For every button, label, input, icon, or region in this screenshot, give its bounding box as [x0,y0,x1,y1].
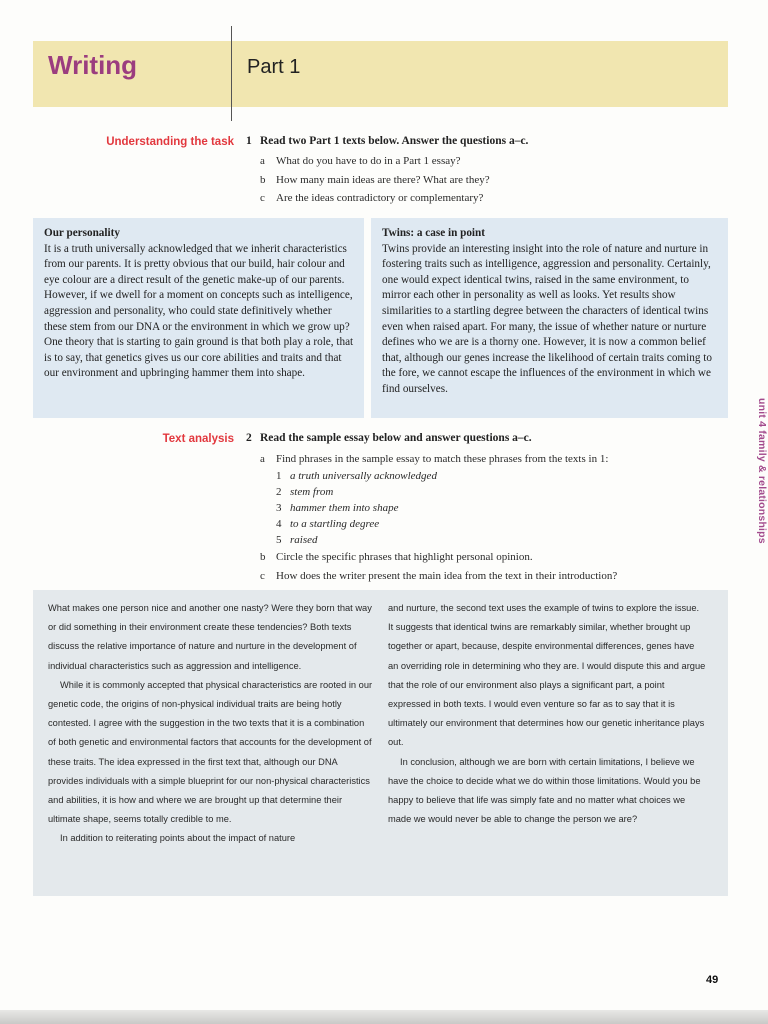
text-body: Twins provide an interesting insight into the role of nature and nurture in fostering traits such as intelligence, aggression and personality. Certainly, one would expect identical twins, raised in the same environment, to mirror each other in personality as well as looks. Yet results show similarities to a startling degree between the characters of identical twins even when raised apart. For many, the issue of whether nature or nurture defines who we are is a thorny one. However, it is now a common belief that, although our genes increase the likelihood of certain traits coming to the fore, we cannot escape the influences of the environment in which we find ourselves. [382,242,712,395]
page-number: 49 [706,974,719,986]
task-1-questions [260,152,490,208]
task-number: 2 [246,432,252,444]
essay-paragraph: What makes one person nice and another one nasty? Were they born that way or did something in their environment create these tendencies? Both texts discuss the relative importance of nature and nurture in the development of individual characteristics such as aggression and intelligence. [48,603,372,671]
text-twins [371,218,728,418]
task-1-heading [246,135,528,147]
task-instruction: Read the sample essay below and answer questions a–c. [260,432,532,444]
phrase-item: 2 stem from [276,486,334,498]
question-item: a What do you have to do in a Part 1 essay? [260,155,461,167]
task-2-questions-bc [260,548,617,585]
unit-side-label: unit 4 family & relationships [756,398,768,544]
text-analysis-label: Text analysis [162,433,234,445]
phrase-list [276,468,437,548]
task-2-question-a: a Find phrases in the sample essay to match these phrases from the texts in 1: [260,453,609,465]
header-bar [33,41,728,107]
task-2-heading [246,432,532,444]
question-item: b Circle the specific phrases that highlight personal opinion. [260,551,533,563]
header-divider [231,26,232,121]
part-title: Part 1 [247,56,301,78]
essay-paragraph: In conclusion, although we are born with certain limitations, I believe we have the choice to decide what we do within those limitations. Would you be happy to believe that life was simply fate and no matter what choices we made we would never be able to change the person we are? [388,756,701,825]
question-item: c Are the ideas contradictory or complementary? [260,192,484,204]
essay-paragraph: and nurture, the second text uses the example of twins to explore the issue. It suggests that identical twins are remarkably similar, whether brought up together or apart, because, despite environmental differences, genes have an overriding role in determining who they are. I would dispute this and argue that the role of our environment also plays a significant part, a point expressed in both texts. I would even venture so far as to say that it is ultimately our environment that determines how our genetic inheritance plays out. [388,603,706,748]
essay-left-column [48,599,373,849]
phrase-item: 3 hammer them into shape [276,502,399,514]
essay-paragraph: While it is commonly accepted that physical characteristics are rooted in our genetic code, the origins of non-physical individual traits are being hotly contested. I agree with the suggestion in the two texts that it is a combination of both genetic and environmental factors that accounts for the development of these traits. The idea expressed in the first text that, although our DNA provides individuals with a simple blueprint for our non-physical characteristics and abilities, it is how and where we are brought up that determine their ultimate shape, seems totally credible to me. [48,679,373,825]
section-title: Writing [48,50,138,80]
phrase-item: 4 to a startling degree [276,518,380,530]
question-item: b How many main ideas are there? What are they? [260,173,490,186]
essay-right-column [388,599,706,829]
task-number: 1 [246,135,252,147]
question-item: c How does the writer present the main idea from the text in their introduction? [260,569,618,582]
text-title: Twins: a case in point [382,227,485,239]
phrase-item: 5 raised [276,534,318,546]
page-edge [0,1010,768,1024]
text-body: It is a truth universally acknowledged that we inherit characteristics from our parents. It is pretty obvious that our build, hair colour and eye colour are a direct result of the genetic make-up of our parents. However, if we dwell for a moment on concepts such as intelligence, aggression and personality, who could state definitively whether these stem from our DNA or the environment in which we grow up? One theory that is starting to gain ground is that both play a role, that is to say, that genetics gives us our core abilities and traits and that our environment and upbringing hammer them into shape. [44,242,354,380]
understanding-label: Understanding the task [106,136,234,148]
phrase-item: 1 a truth universally acknowledged [276,470,437,482]
task-instruction: Read two Part 1 texts below. Answer the questions a–c. [260,135,529,147]
essay-paragraph: In addition to reiterating points about the impact of nature [60,833,296,844]
text-title: Our personality [44,227,120,239]
text-our-personality [33,218,364,418]
